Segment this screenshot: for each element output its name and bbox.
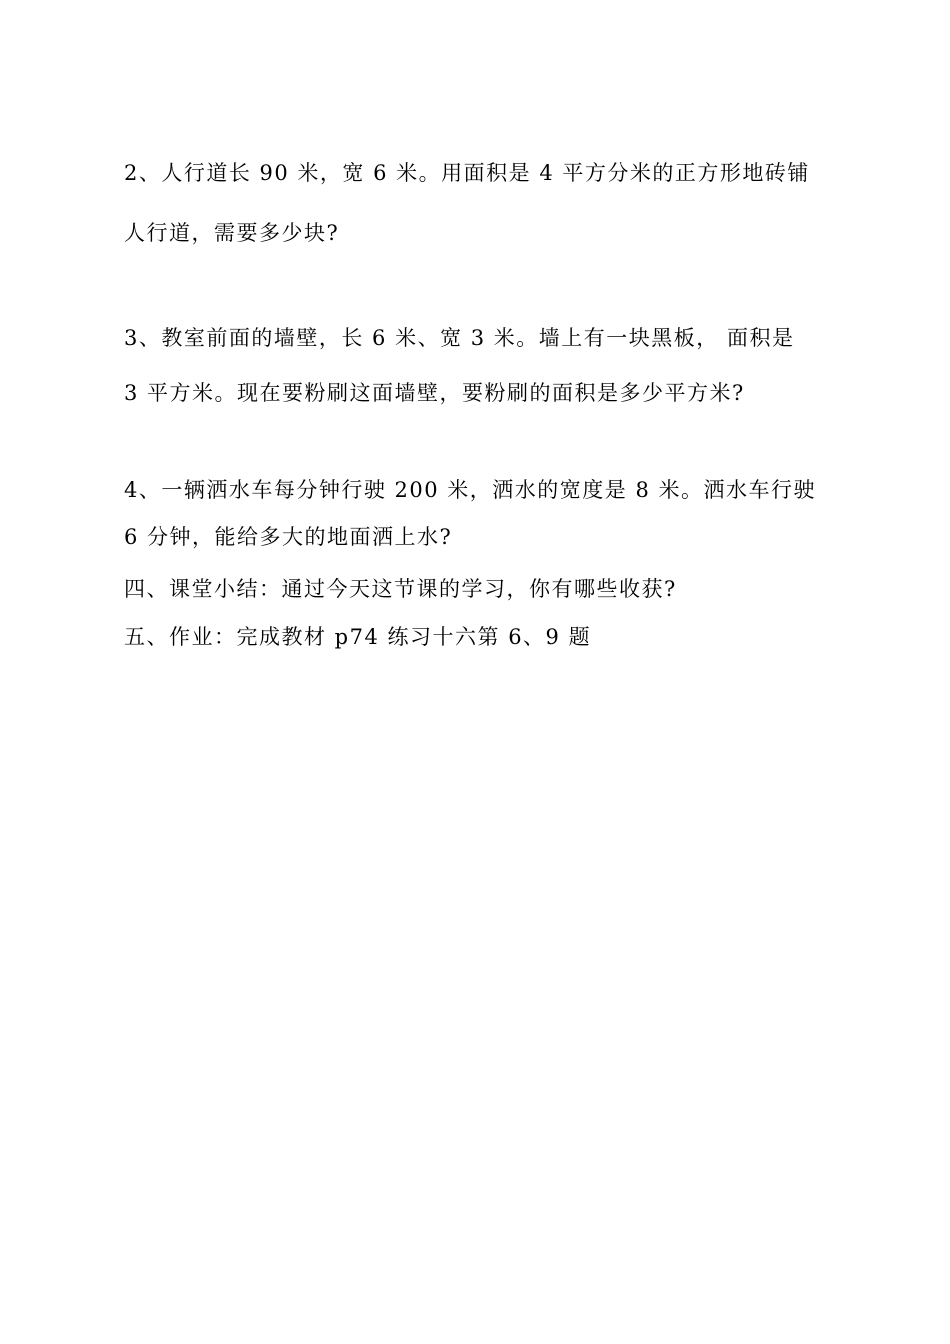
summary-section: 四、课堂小结：通过今天这节课的学习，你有哪些收获?	[124, 577, 677, 601]
question-2-line-2: 人行道，需要多少块?	[124, 221, 340, 245]
question-4-line-1: 4、一辆洒水车每分钟行驶 200 米，洒水的宽度是 8 米。洒水车行驶	[124, 478, 817, 502]
question-3-line-1: 3、教室前面的墙壁，长 6 米、宽 3 米。墙上有一块黑板， 面积是	[124, 326, 795, 350]
question-2-line-1: 2、人行道长 90 米，宽 6 米。用面积是 4 平方分米的正方形地砖铺	[124, 161, 810, 185]
question-3-line-2: 3 平方米。现在要粉刷这面墙壁，要粉刷的面积是多少平方米?	[124, 381, 745, 405]
question-4-line-2: 6 分钟，能给多大的地面洒上水?	[124, 525, 453, 549]
homework-section: 五、作业：完成教材 p74 练习十六第 6、9 题	[124, 625, 592, 649]
